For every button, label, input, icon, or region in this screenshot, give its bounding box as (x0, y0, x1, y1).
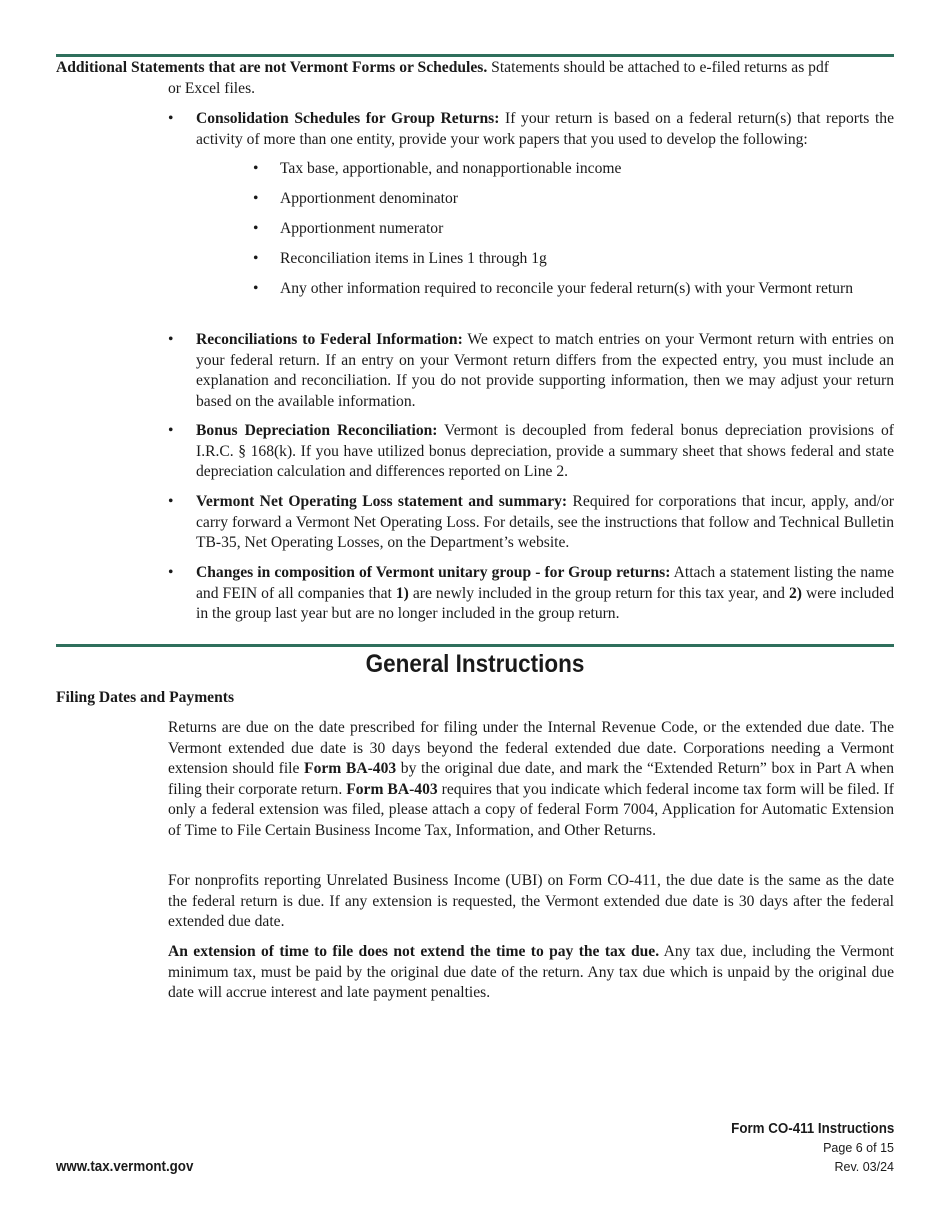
bullet-group-changes (168, 563, 894, 625)
bullet-dot: • (168, 331, 174, 348)
form-ref: Form BA-403 (346, 780, 438, 798)
bullet-dot: • (168, 493, 174, 510)
consolidation-heading: Consolidation Schedules for Group Returns: (196, 110, 500, 127)
sub-item-text: Any other information required to reconcile your federal return(s) with your Vermont return (280, 280, 854, 297)
bullet-dot: • (253, 220, 259, 237)
additional-statements (56, 58, 894, 99)
changes-text: are newly included in the group return for this tax year, and (408, 584, 789, 602)
bullet-dot: • (253, 190, 259, 207)
footer-form-title: Form CO-411 Instructions (730, 1121, 894, 1137)
nol-text: Required for corporations that incur, apply, and/or carry forward a Vermont Net Operating Loss. For details, see the instructions that follow and Technical Bulletin TB-35, Net Operating Losses, on the Department’s website. (196, 493, 894, 552)
footer-website-link[interactable]: www.tax.vermont.gov (56, 1159, 194, 1175)
bullet-reconciliations (168, 330, 894, 412)
consolidation-text: If your return is based on a federal return(s) that reports the activity of more than one entity, provide your work papers that you used to develop the following: (196, 110, 894, 148)
para-text: requires that you indicate which federal income tax form will be filed. If only a federal extension was filed, please attach a copy of federal Form 7004, Application for Automatic Extension of Time to File Certain Business Income Tax, Information, and Other Returns. (168, 780, 894, 839)
bullet-nol (168, 492, 894, 554)
changes-num-1: 1) (395, 584, 409, 602)
sub-item (253, 249, 894, 270)
bullet-consolidation (168, 109, 894, 150)
changes-num-2: 2) (788, 584, 802, 602)
sub-item (253, 189, 894, 210)
top-rule (56, 54, 894, 57)
footer-revision: Rev. 03/24 (834, 1160, 894, 1174)
additional-text: Statements should be attached to e-filed returns as pdf (487, 59, 829, 76)
extension-note: An extension of time to file does not extend the time to pay the tax due. (168, 943, 660, 960)
sub-item-text: Apportionment numerator (280, 220, 444, 237)
section-title: General Instructions (365, 650, 585, 678)
changes-text: Attach a statement listing the name and FEIN of all companies that (196, 564, 894, 602)
filing-heading: Filing Dates and Payments (56, 689, 235, 706)
para-text: For nonprofits reporting Unrelated Business Income (UBI) on Form CO-411, the due date is the same as the date the federal return is due. If any extension is requested, the Vermont extended due date is 30 days after the federal extended due date. (168, 872, 894, 931)
filing-paragraph-1 (168, 718, 894, 842)
changes-text: were included in the group last year but are no longer included in the group return. (196, 584, 894, 623)
nol-heading: Vermont Net Operating Loss statement and summary: (196, 493, 568, 510)
reconciliations-heading: Reconciliations to Federal Information: (196, 331, 463, 348)
bullet-dot: • (168, 564, 174, 581)
bullet-bonus-depreciation (168, 421, 894, 483)
sub-item (253, 279, 894, 300)
sub-item (253, 159, 894, 180)
filing-paragraph-2 (168, 871, 894, 933)
additional-text-cont: or Excel files. (168, 79, 256, 97)
section-rule (56, 644, 894, 647)
sub-item (253, 219, 894, 240)
para-text: Returns are due on the date prescribed for filing under the Internal Revenue Code, or the extended due date. The Vermont extended due date is 30 days beyond the federal extended due date. Corporations needing a Vermont extension should file (168, 719, 894, 778)
additional-heading: Additional Statements that are not Vermont Forms or Schedules. (56, 59, 488, 76)
bullet-dot: • (253, 250, 259, 267)
filing-paragraph-3 (168, 942, 894, 1004)
bullet-dot: • (168, 110, 174, 127)
para-text: Any tax due, including the Vermont minimum tax, must be paid by the original due date of the return. Any tax due which is unpaid by the original due date will accrue interest and late payment penalties. (168, 943, 894, 1002)
form-ref: Form BA-403 (304, 760, 397, 778)
bonus-text: Vermont is decoupled from federal bonus depreciation provisions of I.R.C. § 168(k). If you have utilized bonus depreciation, provide a summary sheet that shows federal and state depreciation calculation and differences reported on Line 2. (196, 422, 894, 481)
changes-heading: Changes in composition of Vermont unitary group - for Group returns: (196, 564, 671, 581)
bullet-dot: • (168, 422, 174, 439)
bonus-heading: Bonus Depreciation Reconciliation: (196, 422, 438, 439)
footer-page-number: Page 6 of 15 (823, 1141, 894, 1155)
para-text: by the original due date, and mark the “Extended Return” box in Part A when filing their corporate return. (168, 760, 894, 798)
bullet-dot: • (253, 160, 259, 177)
bullet-dot: • (253, 280, 259, 297)
sub-item-text: Tax base, apportionable, and nonapportionable income (280, 160, 622, 177)
sub-item-text: Reconciliation items in Lines 1 through 1g (280, 250, 547, 267)
reconciliations-text: We expect to match entries on your Vermont return with entries on your federal return. If an entry on your Vermont return differs from the expected entry, you must include an explanation and reconciliation. If you do not provide supporting information, then we may adjust your return based on the available information. (196, 331, 894, 410)
sub-item-text: Apportionment denominator (280, 190, 458, 207)
